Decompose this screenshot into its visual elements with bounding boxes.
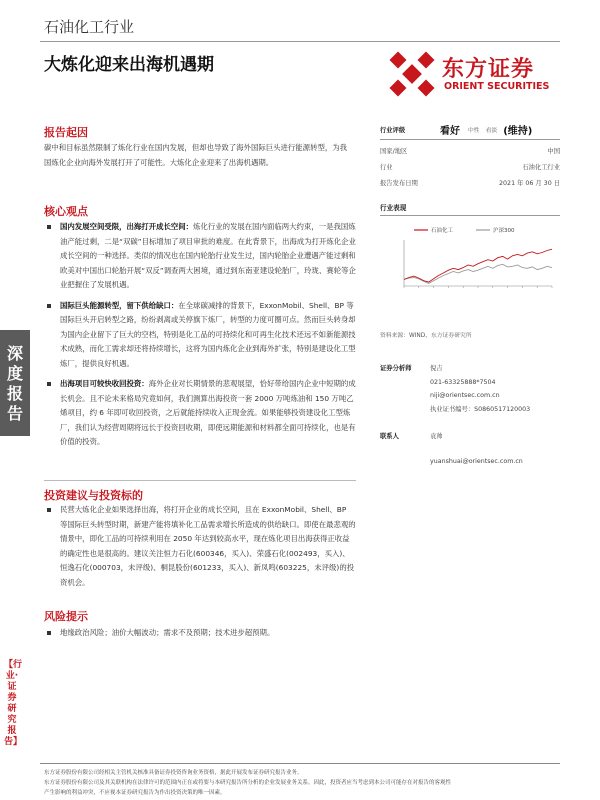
footer-divider	[40, 763, 560, 764]
analyst-block	[380, 362, 560, 416]
analyst-name: 倪吉	[430, 365, 443, 372]
orient-securities-logo	[388, 50, 568, 98]
core-point	[44, 299, 356, 372]
bullet-icon	[47, 304, 51, 308]
disclaimer-line: 东方证券股份有限公司经相关主管机关核准具备证券投资咨询业务资格，据此开展发布证券研究报告业务。	[44, 770, 303, 776]
core-point	[44, 220, 356, 293]
series-line-石油化工	[404, 249, 552, 282]
info-key: 行业	[380, 163, 393, 171]
info-value: 中国	[547, 147, 560, 155]
logo-text-cn: 东方证券	[442, 57, 535, 82]
rating-neutral: 中性	[468, 128, 480, 134]
section-heading-core: 核心观点	[44, 205, 88, 218]
rating-value: 看好	[440, 126, 460, 137]
core-point-lead: 出海项目可较快收回投资：	[60, 379, 149, 388]
risk-list	[44, 626, 356, 647]
section-heading-origin: 报告起因	[44, 126, 88, 139]
origin-paragraph: 碳中和目标虽然限制了炼化行业在国内发展，但却也导致了海外国际巨头进行能源转型，为我国炼化企业向海外发展打开了可能性。大炼化企业迎来了出海机遇期。	[44, 143, 348, 167]
bullet-icon	[47, 225, 51, 229]
disclaimer-line: 产生影响的利益冲突，不应视本证券研究报告为作出投资决策的唯一因素。	[44, 790, 226, 796]
report-title: 大炼化迎来出海机遇期	[44, 55, 214, 75]
bullet-icon	[47, 382, 51, 386]
advice-text: 民营大炼化企业如果选择出海，将打开企业的成长空间，且在 ExxonMobil、Shell、BP 等国际巨头转型时期，新建产能将填补化工品需求增长所造成的供给缺口。即使在最悲观的情景中，即化工品的可持续利用在 2050 年达到较高水平，现在炼化项目出海获得正收益的确定性也是很高的。建议关注恒力石化(600346，买入)、荣盛石化(002493，买入)、恒逸石化(000703，未评级)、桐昆股份(601233，买入)、新凤鸣(603225，未评级)的投资机会。	[60, 505, 356, 587]
logo-mark-icon	[388, 50, 436, 98]
report-type-label: 深度报告	[6, 344, 23, 423]
info-value: 石油化工行业	[522, 163, 560, 171]
bullet-icon	[47, 631, 51, 635]
section-heading-risk: 风险提示	[44, 610, 88, 623]
rating-maintain: (维持)	[503, 126, 533, 137]
info-key: 国家/地区	[380, 147, 408, 155]
info-value: 2021 年 06 月 30 日	[499, 179, 560, 187]
legend-label: 沪深300	[493, 228, 515, 234]
analyst-cert: 执业证书编号：S0860517120003	[430, 405, 531, 413]
performance-heading: 行业表现	[380, 202, 560, 216]
advice-item	[44, 503, 356, 590]
core-point-text: 海外企业对长期情景的悲观展望，恰好带给国内企业中短期的成长机会。且不论未来格局究竟如何，我们测算出海投资一套 2000 万吨炼油和 150 万吨乙烯项目，约 6 年即可收回投资，之后就能持续收入正现金流。如果能够投资建设化工型炼厂，我们认为经营周期将远长于投资回收期，即使远期能源和材料都全面可持续化，也是有价值的投资。	[60, 379, 356, 446]
performance-chart-svg	[380, 222, 560, 318]
risk-text: 地缘政治风险；油价大幅波动；需求不及预期；技术进步超预期。	[60, 628, 275, 637]
core-point	[44, 377, 356, 450]
core-point-lead: 国内发展空间受限，出海打开成长空间：	[60, 222, 194, 231]
core-point-text: 炼化行业的发展在国内面临两大约束，一是我国炼油产能过剩，二是“双碳”目标增加了项目审批的难度。在此背景下，出海成为打开炼化企业成长空间的一种选择。类似的情况也在国内轮胎行业发生过，国内轮胎企业遭遇产能过剩和欧美对中国出口轮胎开展“双反”调查两大困境，通过到东南亚建设轮胎厂，玲珑、赛轮等企业把握住了发展机遇。	[60, 222, 356, 289]
info-row	[380, 142, 560, 158]
analyst-email[interactable]: niji@orientsec.com.cn	[430, 392, 500, 399]
contact-name: 袁帅	[430, 433, 443, 440]
performance-chart	[380, 222, 560, 318]
rating-label: 行业评级	[380, 127, 406, 134]
section-heading-advice: 投资建议与投资标的	[44, 489, 143, 502]
contact-label: 联系人	[380, 433, 399, 440]
header-divider	[40, 41, 560, 42]
core-point-lead: 国际巨头能源转型，留下供给缺口：	[60, 300, 179, 310]
info-row	[380, 174, 560, 190]
report-category-tag: 【行业·证券研究报告】	[4, 660, 23, 747]
chart-source: 资料来源：WIND、东方证券研究所	[380, 333, 472, 339]
contact-block	[380, 430, 560, 444]
report-info	[380, 142, 560, 190]
advice-list	[44, 503, 356, 596]
contact-email[interactable]: yuanshuai@orientsec.com.cn	[430, 458, 523, 465]
logo-text-en: ORIENT SECURITIES	[444, 81, 550, 92]
series-line-沪深300	[404, 264, 552, 283]
info-row	[380, 158, 560, 174]
info-key: 报告发布日期	[380, 179, 418, 187]
core-point-text: 在全球碳减排的背景下，ExxonMobil、Shell、BP 等国际巨头开启转型之路，纷纷剥离或关停旗下炼厂，转型的力度可圈可点。然而巨头转身却为国内企业留下了巨大的空档，特别是化工品的可持续化和可再生化技术还远不如新能源技术成熟，而化工需求却还将持续增长，这将为国内炼化企业到海外扩张，特别是建设化工型炼厂，提供良好机遇。	[60, 300, 356, 368]
disclaimer-line: 东方证券股份有限公司及其关联机构在法律许可的范围内正在或将要与本研究报告所分析的企业发展业务关系。因此，投资者应当考虑到本公司可能存在对报告的客观性	[44, 780, 452, 786]
analyst-phone: 021-63325888*7504	[430, 378, 496, 386]
core-points-list	[44, 220, 356, 456]
section-divider	[44, 480, 356, 481]
analyst-label: 证券分析师	[380, 365, 412, 372]
legend-label: 石油化工	[431, 228, 454, 234]
industry-rating	[380, 120, 560, 140]
risk-item	[44, 626, 356, 641]
sector-title: 石油化工行业	[44, 18, 135, 36]
rating-bearish: 看淡	[485, 128, 498, 134]
bullet-icon	[47, 508, 51, 512]
disclaimer-footer	[44, 768, 560, 798]
